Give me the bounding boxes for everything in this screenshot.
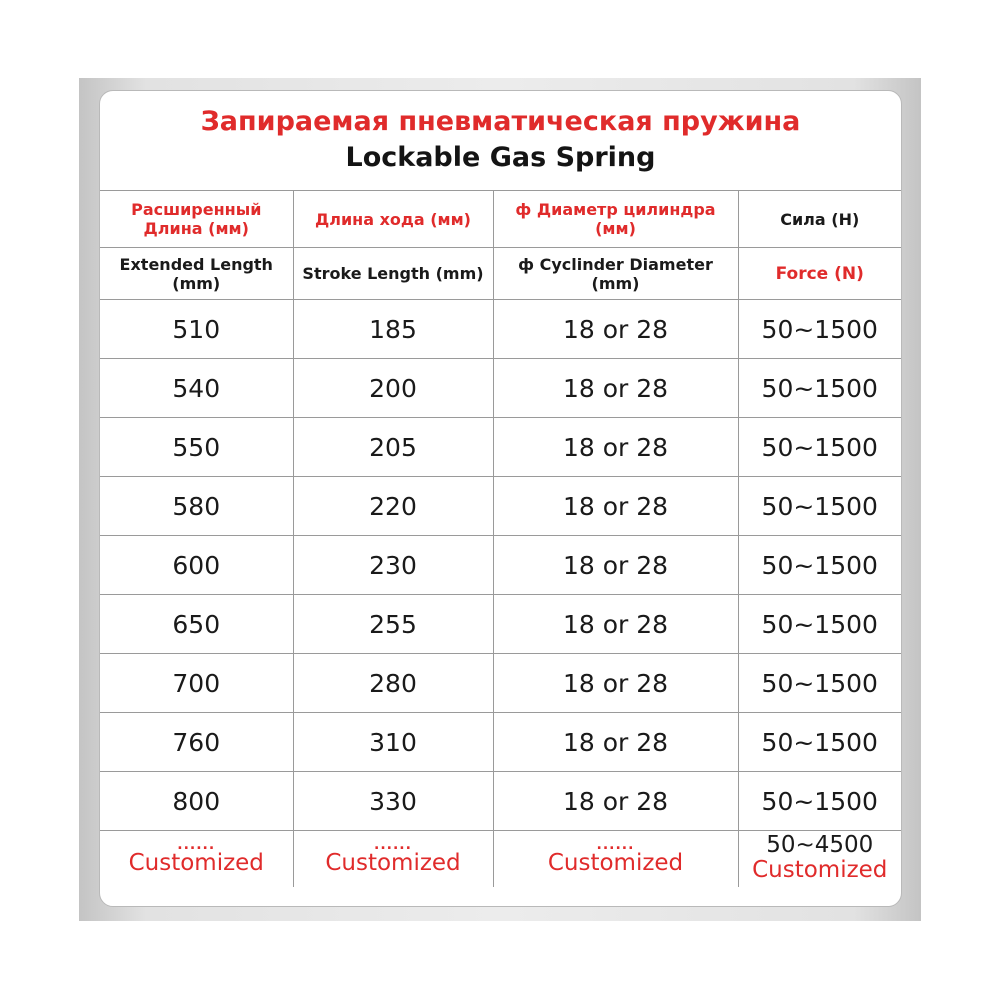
table-row	[100, 300, 901, 359]
spec-card	[99, 90, 902, 907]
cell-stroke-length: 255	[293, 595, 493, 654]
header-row-russian	[100, 191, 901, 248]
cell-force: 50~1500	[738, 595, 901, 654]
cell-extended-length: 700	[100, 654, 293, 713]
header-label: ф Cyclinder Diameter (mm)	[518, 254, 713, 293]
cell-force: 50~1500	[738, 772, 901, 831]
cell-force: 50~1500	[738, 536, 901, 595]
customized-label: Customized	[325, 850, 461, 877]
title-russian: Запираемая пневматическая пружина	[200, 106, 801, 137]
cell-force-custom	[738, 831, 901, 887]
cell-force: 50~1500	[738, 300, 901, 359]
cell-stroke-length-custom	[293, 831, 493, 887]
cell-stroke-length: 220	[293, 477, 493, 536]
cell-cylinder-diameter: 18 or 28	[493, 300, 738, 359]
customized-label: Customized	[752, 857, 888, 884]
table-row	[100, 477, 901, 536]
ellipsis-dots: ......	[177, 837, 216, 854]
table-row	[100, 359, 901, 418]
cell-cylinder-diameter: 18 or 28	[493, 477, 738, 536]
cell-force: 50~1500	[738, 359, 901, 418]
table-row	[100, 654, 901, 713]
header-label: Extended Length (mm)	[119, 254, 273, 293]
customized-label: Customized	[547, 850, 684, 877]
header-label: Stroke Length (mm)	[302, 264, 484, 283]
header-label: Длина хода (мм)	[315, 209, 471, 229]
cell-force: 50~1500	[738, 713, 901, 772]
cell-stroke-length: 205	[293, 418, 493, 477]
cell-stroke-length: 310	[293, 713, 493, 772]
cell-cylinder-diameter: 18 or 28	[493, 772, 738, 831]
header-extended-length-en	[100, 248, 293, 300]
cell-extended-length: 540	[100, 359, 293, 418]
table-row	[100, 713, 901, 772]
table-row	[100, 536, 901, 595]
cell-force: 50~1500	[738, 418, 901, 477]
force-range-max: 50~4500	[766, 832, 874, 859]
header-cylinder-diameter-en	[493, 248, 738, 300]
spec-table	[100, 190, 901, 887]
header-label: Расширенный Длина (мм)	[131, 200, 262, 238]
header-label: ф Диаметр цилиндра (мм)	[515, 200, 716, 238]
customized-row	[100, 831, 901, 887]
cell-cylinder-diameter-custom	[493, 831, 738, 887]
cell-extended-length: 550	[100, 418, 293, 477]
cell-extended-length: 760	[100, 713, 293, 772]
table-row	[100, 772, 901, 831]
cell-stroke-length: 330	[293, 772, 493, 831]
ellipsis-dots: ......	[596, 837, 635, 854]
header-force-ru	[738, 191, 901, 248]
customized-label: Customized	[128, 850, 264, 877]
header-stroke-length-ru	[293, 191, 493, 248]
cell-cylinder-diameter: 18 or 28	[493, 536, 738, 595]
cell-cylinder-diameter: 18 or 28	[493, 654, 738, 713]
cell-stroke-length: 200	[293, 359, 493, 418]
cell-cylinder-diameter: 18 or 28	[493, 595, 738, 654]
ellipsis-dots: ......	[374, 837, 412, 854]
cell-stroke-length: 230	[293, 536, 493, 595]
table-row	[100, 595, 901, 654]
cell-force: 50~1500	[738, 477, 901, 536]
cell-extended-length: 580	[100, 477, 293, 536]
cell-cylinder-diameter: 18 or 28	[493, 713, 738, 772]
cell-stroke-length: 185	[293, 300, 493, 359]
title-block	[100, 91, 901, 190]
header-stroke-length-en	[293, 248, 493, 300]
header-force-en	[738, 248, 901, 300]
header-extended-length-ru	[100, 191, 293, 248]
title-english: Lockable Gas Spring	[345, 142, 656, 173]
header-cylinder-diameter-ru	[493, 191, 738, 248]
cell-cylinder-diameter: 18 or 28	[493, 359, 738, 418]
cell-stroke-length: 280	[293, 654, 493, 713]
header-row-english	[100, 248, 901, 300]
cell-extended-length: 510	[100, 300, 293, 359]
table-row	[100, 418, 901, 477]
cell-force: 50~1500	[738, 654, 901, 713]
header-label: Сила (Н)	[780, 209, 860, 229]
cell-extended-length: 650	[100, 595, 293, 654]
cell-extended-length: 600	[100, 536, 293, 595]
cell-extended-length: 800	[100, 772, 293, 831]
header-label: Force (N)	[775, 263, 864, 284]
cell-extended-length-custom	[100, 831, 293, 887]
cell-cylinder-diameter: 18 or 28	[493, 418, 738, 477]
